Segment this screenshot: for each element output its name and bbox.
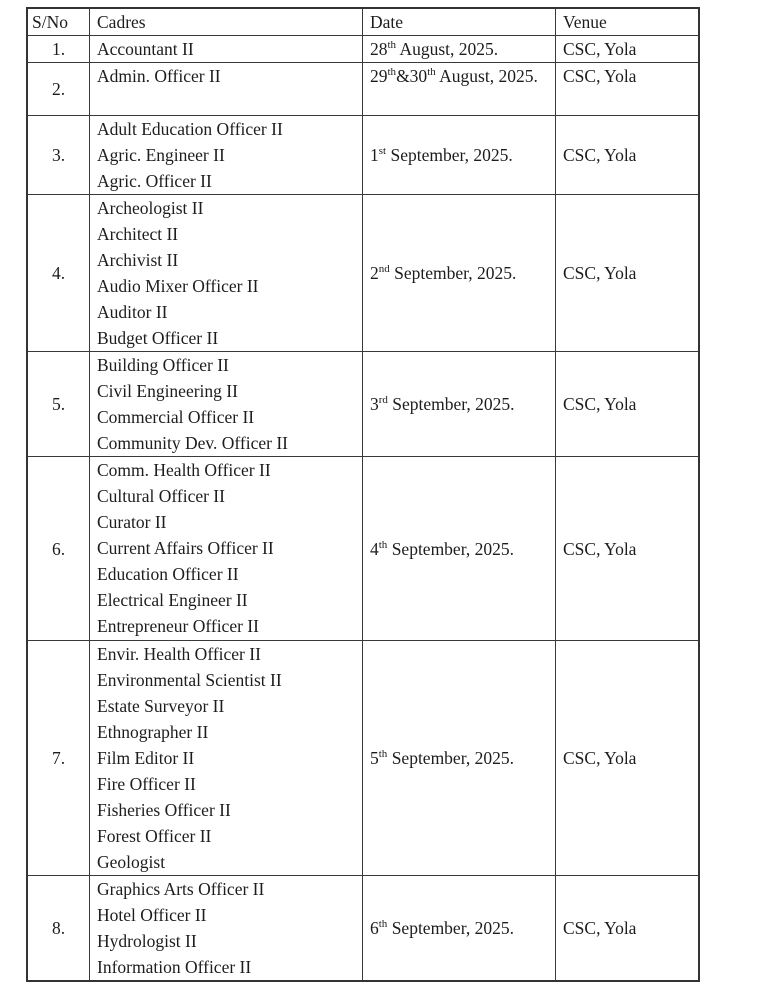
date-text: September, 2025. [387, 918, 514, 938]
cadre-item: Geologist [97, 852, 166, 872]
cadre-item: Environmental Scientist II [97, 670, 282, 690]
cadre-item: Ethnographer II [97, 722, 209, 742]
table-row [27, 457, 699, 641]
cadres-cell [90, 195, 363, 352]
cadre-item: Cultural Officer II [97, 486, 225, 506]
cadre-item: Current Affairs Officer II [97, 538, 274, 558]
date-text: August, 2025. [396, 39, 499, 59]
date-suffix: th [387, 39, 397, 52]
cadre-item: Envir. Health Officer II [97, 644, 261, 664]
cadre-item: Information Officer II [97, 957, 252, 977]
cadre-item: Agric. Officer II [97, 171, 212, 191]
cadre-item: Archeologist II [97, 198, 204, 218]
cadre-item: Admin. Officer II [97, 66, 221, 86]
header-date: Date [363, 8, 556, 36]
date-suffix: th [427, 66, 436, 79]
date-cell [363, 195, 556, 352]
cadre-item: Hotel Officer II [97, 905, 207, 925]
serial-number: 2. [27, 63, 90, 116]
header-cadres: Cadres [90, 8, 363, 36]
date-suffix: th [378, 748, 388, 761]
serial-number: 1. [27, 36, 90, 63]
cadre-item: Fisheries Officer II [97, 800, 231, 820]
cadre-item: Architect II [97, 224, 179, 244]
date-text: August, 2025. [435, 66, 538, 86]
cadre-item: Civil Engineering II [97, 381, 238, 401]
table-row [27, 63, 699, 116]
venue-cell: CSC, Yola [556, 641, 700, 876]
serial-number: 3. [27, 116, 90, 195]
cadre-item: Audio Mixer Officer II [97, 276, 259, 296]
date-text: September, 2025. [387, 748, 514, 768]
cadres-cell [90, 116, 363, 195]
date-text: 3 [370, 394, 379, 414]
cadre-item: Community Dev. Officer II [97, 433, 288, 453]
date-text: September, 2025. [387, 538, 514, 559]
cadre-item: Hydrologist II [97, 931, 197, 951]
venue-cell: CSC, Yola [556, 876, 700, 982]
table-row [27, 195, 699, 352]
table-row [27, 352, 699, 457]
header-sn: S/No [27, 8, 90, 36]
date-cell [363, 876, 556, 982]
serial-number: 8. [27, 876, 90, 982]
header-venue: Venue [556, 8, 700, 36]
date-suffix: st [378, 145, 387, 158]
date-text: &30 [396, 66, 428, 86]
serial-number: 6. [27, 457, 90, 641]
cadres-cell [90, 36, 363, 63]
date-cell [363, 116, 556, 195]
venue-cell: CSC, Yola [556, 116, 700, 195]
date-text: September, 2025. [389, 263, 517, 283]
schedule-table [26, 7, 700, 982]
date-cell [363, 457, 556, 641]
cadre-item: Agric. Engineer II [97, 145, 225, 165]
cadre-item: Curator II [97, 512, 167, 532]
venue-cell: CSC, Yola [556, 36, 700, 63]
cadres-cell [90, 352, 363, 457]
cadre-item: Entrepreneur Officer II [97, 616, 259, 636]
date-text: 29 [370, 66, 388, 86]
cadres-cell [90, 63, 363, 116]
venue-cell: CSC, Yola [556, 63, 700, 116]
table-row [27, 116, 699, 195]
cadre-item: Electrical Engineer II [97, 590, 248, 610]
cadre-item: Fire Officer II [97, 774, 196, 794]
table-row [27, 36, 699, 63]
table-row [27, 641, 699, 876]
cadre-item: Budget Officer II [97, 328, 219, 348]
venue-cell: CSC, Yola [556, 457, 700, 641]
cadre-item: Film Editor II [97, 748, 195, 768]
date-suffix: rd [378, 394, 388, 407]
date-suffix: nd [378, 263, 390, 276]
date-cell [363, 641, 556, 876]
cadre-item: Forest Officer II [97, 826, 212, 846]
date-suffix: th [378, 538, 388, 551]
cadre-item: Graphics Arts Officer II [97, 879, 265, 899]
cadre-item: Building Officer II [97, 355, 229, 375]
cadre-item: Auditor II [97, 302, 168, 322]
cadre-item: Adult Education Officer II [97, 119, 283, 139]
date-text: 5 [370, 748, 379, 768]
cadre-item: Comm. Health Officer II [97, 460, 271, 480]
table-row [27, 876, 699, 982]
serial-number: 5. [27, 352, 90, 457]
date-suffix: th [387, 66, 397, 79]
date-cell [363, 352, 556, 457]
cadre-item: Estate Surveyor II [97, 696, 225, 716]
date-cell [363, 63, 556, 116]
date-text: 4 [370, 538, 379, 559]
cadres-cell [90, 641, 363, 876]
cadre-item: Education Officer II [97, 564, 239, 584]
date-text: 2 [370, 263, 379, 283]
header-row [27, 8, 699, 36]
date-text: 28 [370, 39, 388, 59]
date-text: 6 [370, 918, 379, 938]
serial-number: 7. [27, 641, 90, 876]
cadre-item: Accountant II [97, 39, 194, 59]
date-text: September, 2025. [387, 394, 515, 414]
serial-number: 4. [27, 195, 90, 352]
date-text: September, 2025. [386, 145, 513, 165]
venue-cell: CSC, Yola [556, 352, 700, 457]
cadre-item: Commercial Officer II [97, 407, 255, 427]
date-cell [363, 36, 556, 63]
date-suffix: th [378, 918, 388, 931]
cadres-cell [90, 457, 363, 641]
venue-cell: CSC, Yola [556, 195, 700, 352]
cadre-item: Archivist II [97, 250, 179, 270]
cadres-cell [90, 876, 363, 982]
date-text: 1 [370, 145, 379, 165]
